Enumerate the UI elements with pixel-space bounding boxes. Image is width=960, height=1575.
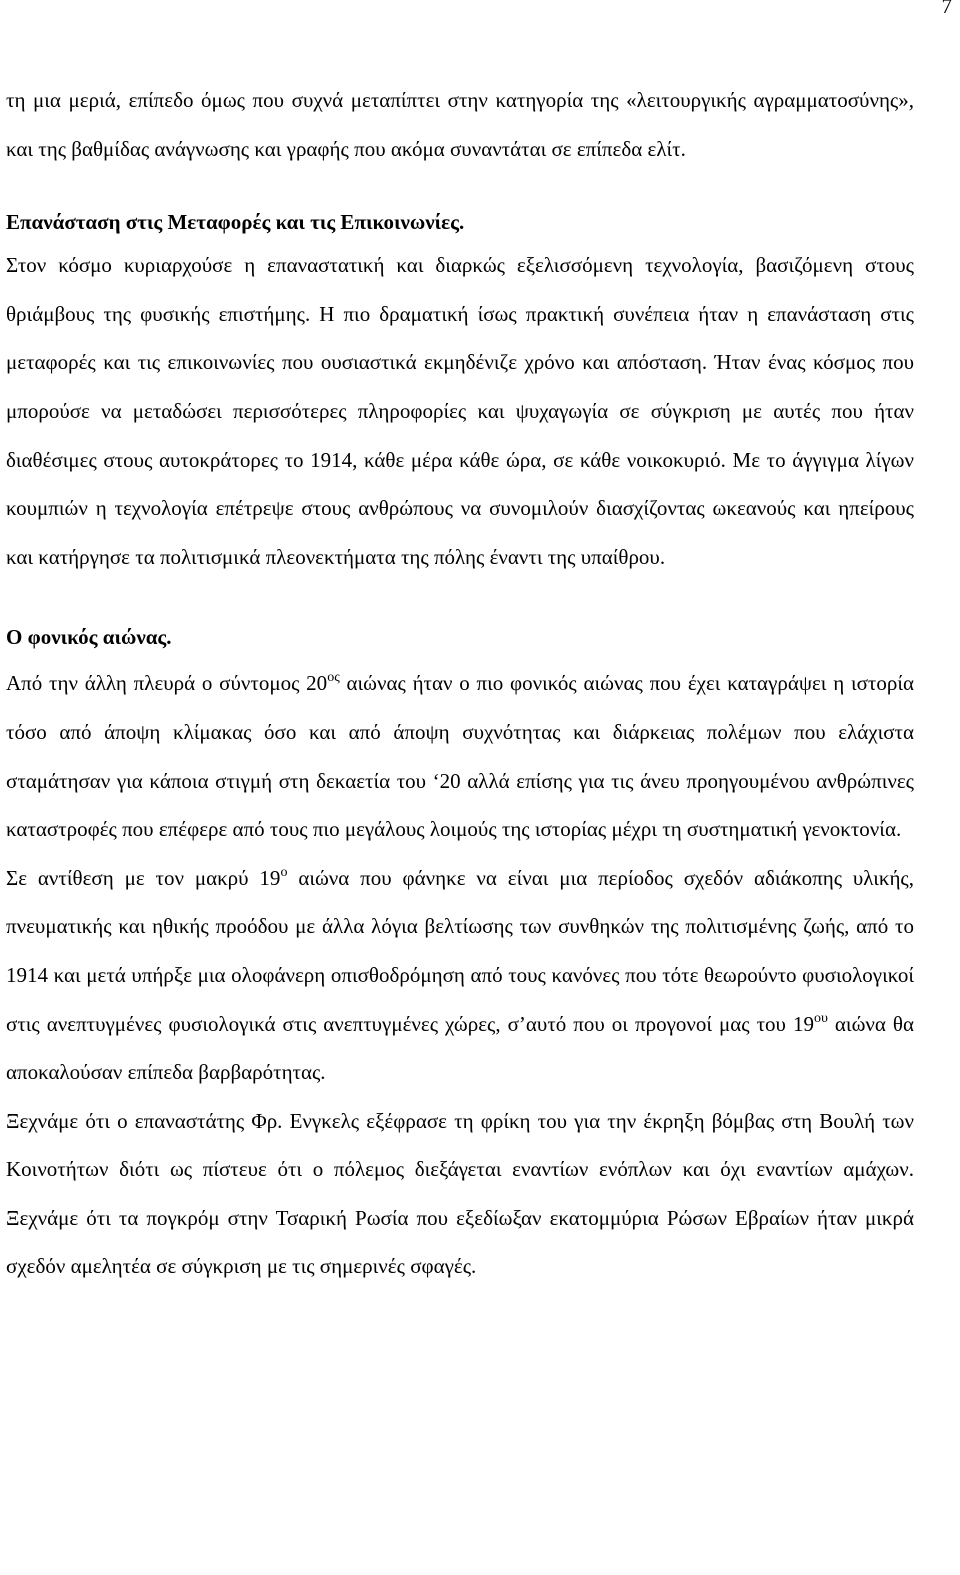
section-heading-revolution: Επανάσταση στις Μεταφορές και τις Επικοινωνίες. <box>6 210 465 235</box>
paragraph-deadly-century-part-2: αιώνας ήταν ο πιο φονικός αιώνας που έχει καταγράψει η ιστορία τόσο από άποψη κλίμακας όσο και από άποψη συχνότητας και διάρκειας πολέμων που ελάχιστα σταμάτησαν για κάποια στιγμή στη δεκαετία του ‘20 αλλά επίσης για τις άνευ προηγουμένου ανθρώπινες καταστροφές που επέφερε από τους πιο μεγάλους λοιμούς της ιστορίας μέχρι τη συστηματική γενοκτονία. <box>6 671 915 842</box>
page-number: 7 <box>941 0 952 18</box>
section-heading-deadly-century: Ο φονικός αιώνας. <box>6 625 172 650</box>
paragraph-engels: Ξεχνάμε ότι ο επαναστάτης Φρ. Ενγκελς εξέφρασε τη φρίκη του για την έκρηξη βόμβας στη Βουλή των Κοινοτήτων διότι ως πίστευε ότι ο πόλεμος διεξάγεται εναντίων ενόπλων και όχι εναντίων αμάχων. Ξεχνάμε ότι τα πογκρόμ στην Τσαρική Ρωσία που εξεδίωξαν εκατομμύρια Ρώσων Εβραίων ήταν μικρά σχεδόν αμελητέα σε σύγκριση με τις σημερινές σφαγές. <box>6 1108 914 1279</box>
paragraph-long-century <box>6 854 914 1097</box>
ordinal-suffix: ου <box>813 1010 828 1026</box>
paragraph-long-century-part-3: αιώνα θα αποκαλούσαν επίπεδα βαρβαρότητας. <box>6 1011 914 1085</box>
paragraph-technology: Στον κόσμο κυριαρχούσε η επαναστατική και διαρκώς εξελισσόμενη τεχνολογία, βασιζόμενη στους θριάμβους της φυσικής επιστήμης. Η πιο δραματική ίσως πρακτική συνέπεια ήταν η επανάσταση στις μεταφορές και τις επικοινωνίες που ουσιαστικά εκμηδένιζε χρόνο και απόσταση. Ήταν ένας κόσμος που μπορούσε να μεταδώσει περισσότερες πληροφορίες και ψυχαγωγία σε σύγκριση με αυτές που ήταν διαθέσιμες στους αυτοκράτορες το 1914, κάθε μέρα κάθε ώρα, σε κάθε νοικοκυριό. Με το άγγιγμα λίγων κουμπιών η τεχνολογία επέτρεψε στους ανθρώπους να συνομιλούν διασχίζοντας ωκεανούς και ηπείρους και κατήργησε τα πολιτισμικά πλεονεκτήματα της πόλης έναντι της υπαίθρου. <box>6 253 914 569</box>
paragraph-long-century-part-2: αιώνα που φάνηκε να είναι μια περίοδος σχεδόν αδιάκοπης υλικής, πνευματικής και ηθικής προόδου με άλλα λόγια βελτίωσης των συνθηκών της πολιτισμένης ζωής, από το 1914 και μετά υπήρξε μια ολοφάνερη οπισθοδρόμηση από τους κανόνες που τότε θεωρούντο φυσιολογικοί στις ανεπτυγμένες φυσιολογικά στις ανεπτυγμένες χώρες, σ’αυτό που οι προγονοί μας του 19 <box>6 865 915 1036</box>
paragraph-deadly-century <box>6 659 914 853</box>
document-body <box>6 76 914 1291</box>
ordinal-suffix: ο <box>280 864 288 880</box>
paragraph-deadly-century-part-1: Από την άλλη πλευρά ο σύντομος 20 <box>6 671 328 696</box>
paragraph-intro: τη μια μεριά, επίπεδο όμως που συχνά μεταπίπτει στην κατηγορία της «λειτουργικής αγραμματοσύνης», και της βαθμίδας ανάγνωσης και γραφής που ακόμα συναντάται σε επίπεδα ελίτ. <box>6 88 914 161</box>
ordinal-suffix: ος <box>327 670 340 686</box>
paragraph-long-century-part-1: Σε αντίθεση με τον μακρύ 19 <box>6 865 281 890</box>
